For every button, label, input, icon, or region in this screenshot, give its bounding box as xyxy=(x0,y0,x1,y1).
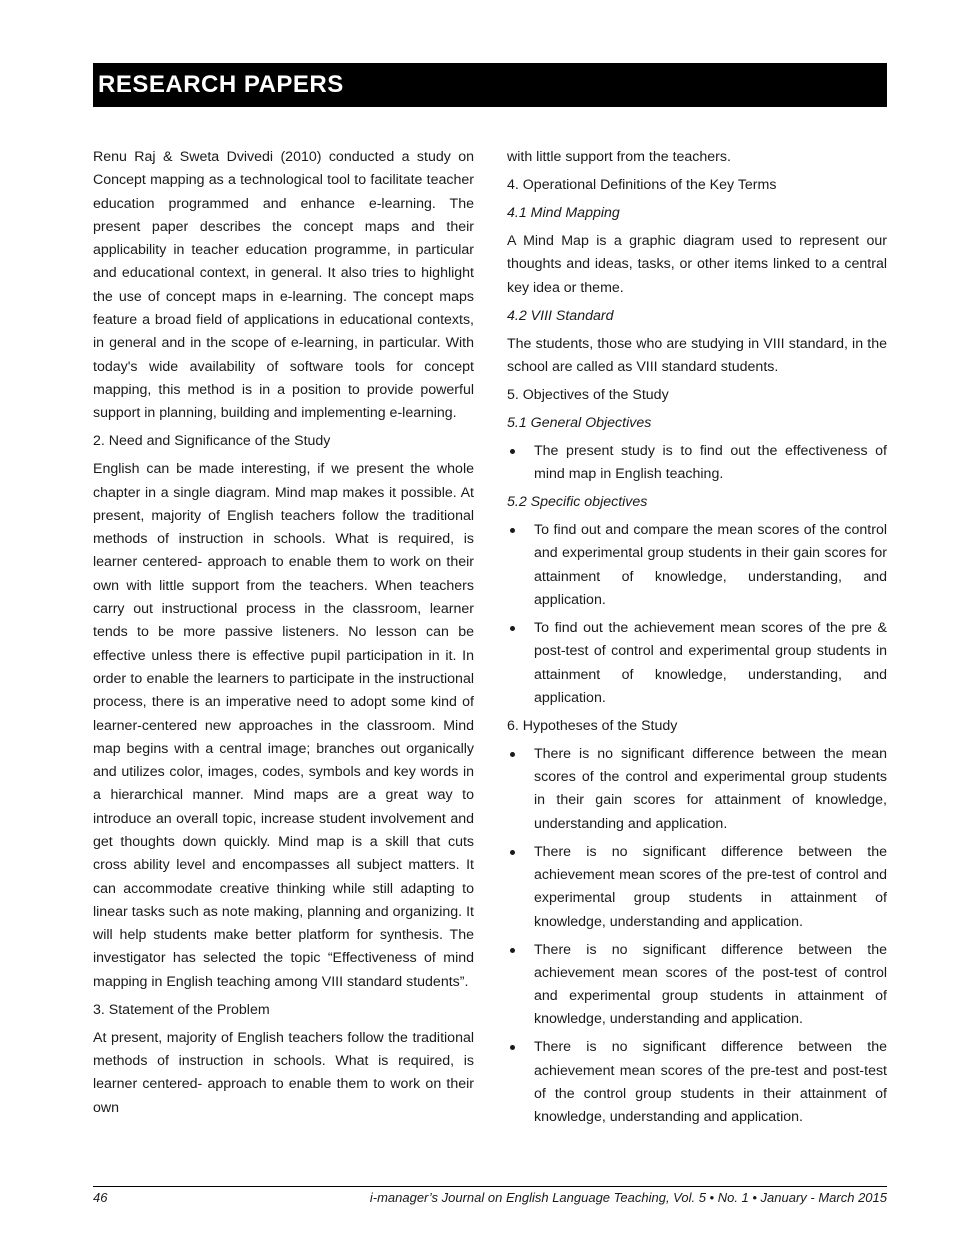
list-item: There is no significant difference between the achievement mean scores of the pre-test of control and experimental group students in attainment of knowledge, understanding and application. xyxy=(507,841,887,934)
right-column xyxy=(507,146,887,1134)
section-6-heading: 6. Hypotheses of the Study xyxy=(507,717,678,734)
section-header-title: RESEARCH PAPERS xyxy=(98,71,344,98)
section-5-heading: 5. Objectives of the Study xyxy=(507,386,669,403)
section-header-bar xyxy=(93,63,887,107)
page-number: 46 xyxy=(93,1190,108,1205)
list-item: To find out the achievement mean scores of the pre & post-test of control and experimental group students in attainment of knowledge, understanding, and application. xyxy=(507,617,887,710)
continuation-text: with little support from the teachers. xyxy=(507,149,731,165)
list-item: There is no significant difference between the mean scores of the control and experimental group students in their gain scores for attainment of knowledge, understanding and application. xyxy=(507,743,887,836)
specific-objectives-list xyxy=(507,519,887,710)
subsection-5-1-heading: 5.1 General Objectives xyxy=(507,414,652,431)
left-column xyxy=(93,146,474,1125)
subsection-4-1-paragraph: A Mind Map is a graphic diagram used to represent our thoughts and ideas, tasks, or other items linked to a central key idea or theme. xyxy=(507,232,887,296)
general-objectives-list xyxy=(507,440,887,487)
subsection-5-2-heading: 5.2 Specific objectives xyxy=(507,494,648,511)
section-2-heading: 2. Need and Significance of the Study xyxy=(93,433,331,450)
section-3-paragraph: At present, majority of English teachers follow the traditional methods of instruction in schools. What is required, is learner centered- approach to enable them to work on their own xyxy=(93,1029,474,1116)
hypotheses-list xyxy=(507,743,887,1130)
journal-citation: i-manager’s Journal on English Language Teaching, Vol. 5 • No. 1 • January - March 2015 xyxy=(369,1190,887,1205)
subsection-4-2-heading: 4.2 VIII Standard xyxy=(507,307,614,324)
intro-paragraph: Renu Raj & Sweta Dvivedi (2010) conducted a study on Concept mapping as a technological tool to facilitate teacher education programmed and enhance e-learning. The present paper describes the concept maps and their applicability in teacher education programme, in particular and educational context, in general. It also tries to highlight the use of concept maps in e-learning. The concept maps feature a broad field of applications in educational contexts, in general and in the scope of e-learning, in particular. With today's wide availability of software tools for concept mapping, this method is in a position to provide powerful support in planning, building and implementing e-learning. xyxy=(93,149,474,422)
list-item: The present study is to find out the effectiveness of mind map in English teaching. xyxy=(507,440,887,487)
subsection-4-1-heading: 4.1 Mind Mapping xyxy=(507,204,620,221)
section-2-paragraph: English can be made interesting, if we present the whole chapter in a single diagram. Mind map makes it possible. At present, majority of English teachers follow the traditional methods of instruction in schools. What is required, is learner centered- approach to enable them to work on their own with little support from the teachers. When teachers carry out instructional process in the classroom, learner tends to be more passive listeners. No lesson can be effective unless there is effective pupil participation in it. In order to enable the learners to participate in the instructional process, there is an imperative need to adopt some kind of learner-centered new approaches in the classroom. Mind map begins with a central image; branches out organically and utilizes color, images, codes, symbols and key words in a hierarchical manner. Mind maps are a great way to introduce an overall topic, increase student involvement and get thoughts down quickly. Mind map is a skill that cuts cross ability level and encompasses all subject matters. It can accommodate creative thinking while still adapting to linear tasks such as note making, planning and organizing. It will help students make better platform for synthesis. The investigator has selected the topic “Effectiveness of mind mapping in English teaching among VIII standard students”. xyxy=(93,461,474,990)
section-3-heading: 3. Statement of the Problem xyxy=(93,1001,270,1018)
footer-divider xyxy=(93,1186,887,1187)
list-item: To find out and compare the mean scores of the control and experimental group students in their gain scores for attainment of knowledge, understanding, and application. xyxy=(507,519,887,612)
subsection-4-2-paragraph: The students, those who are studying in VIII standard, in the school are called as VIII standard students. xyxy=(507,335,887,375)
list-item: There is no significant difference between the achievement mean scores of the pre-test and post-test of the control group students in their attainment of knowledge, understanding and application. xyxy=(507,1036,887,1129)
list-item: There is no significant difference between the achievement mean scores of the post-test of control and experimental group students in attainment of knowledge, understanding and application. xyxy=(507,939,887,1032)
section-4-heading: 4. Operational Definitions of the Key Terms xyxy=(507,176,777,193)
